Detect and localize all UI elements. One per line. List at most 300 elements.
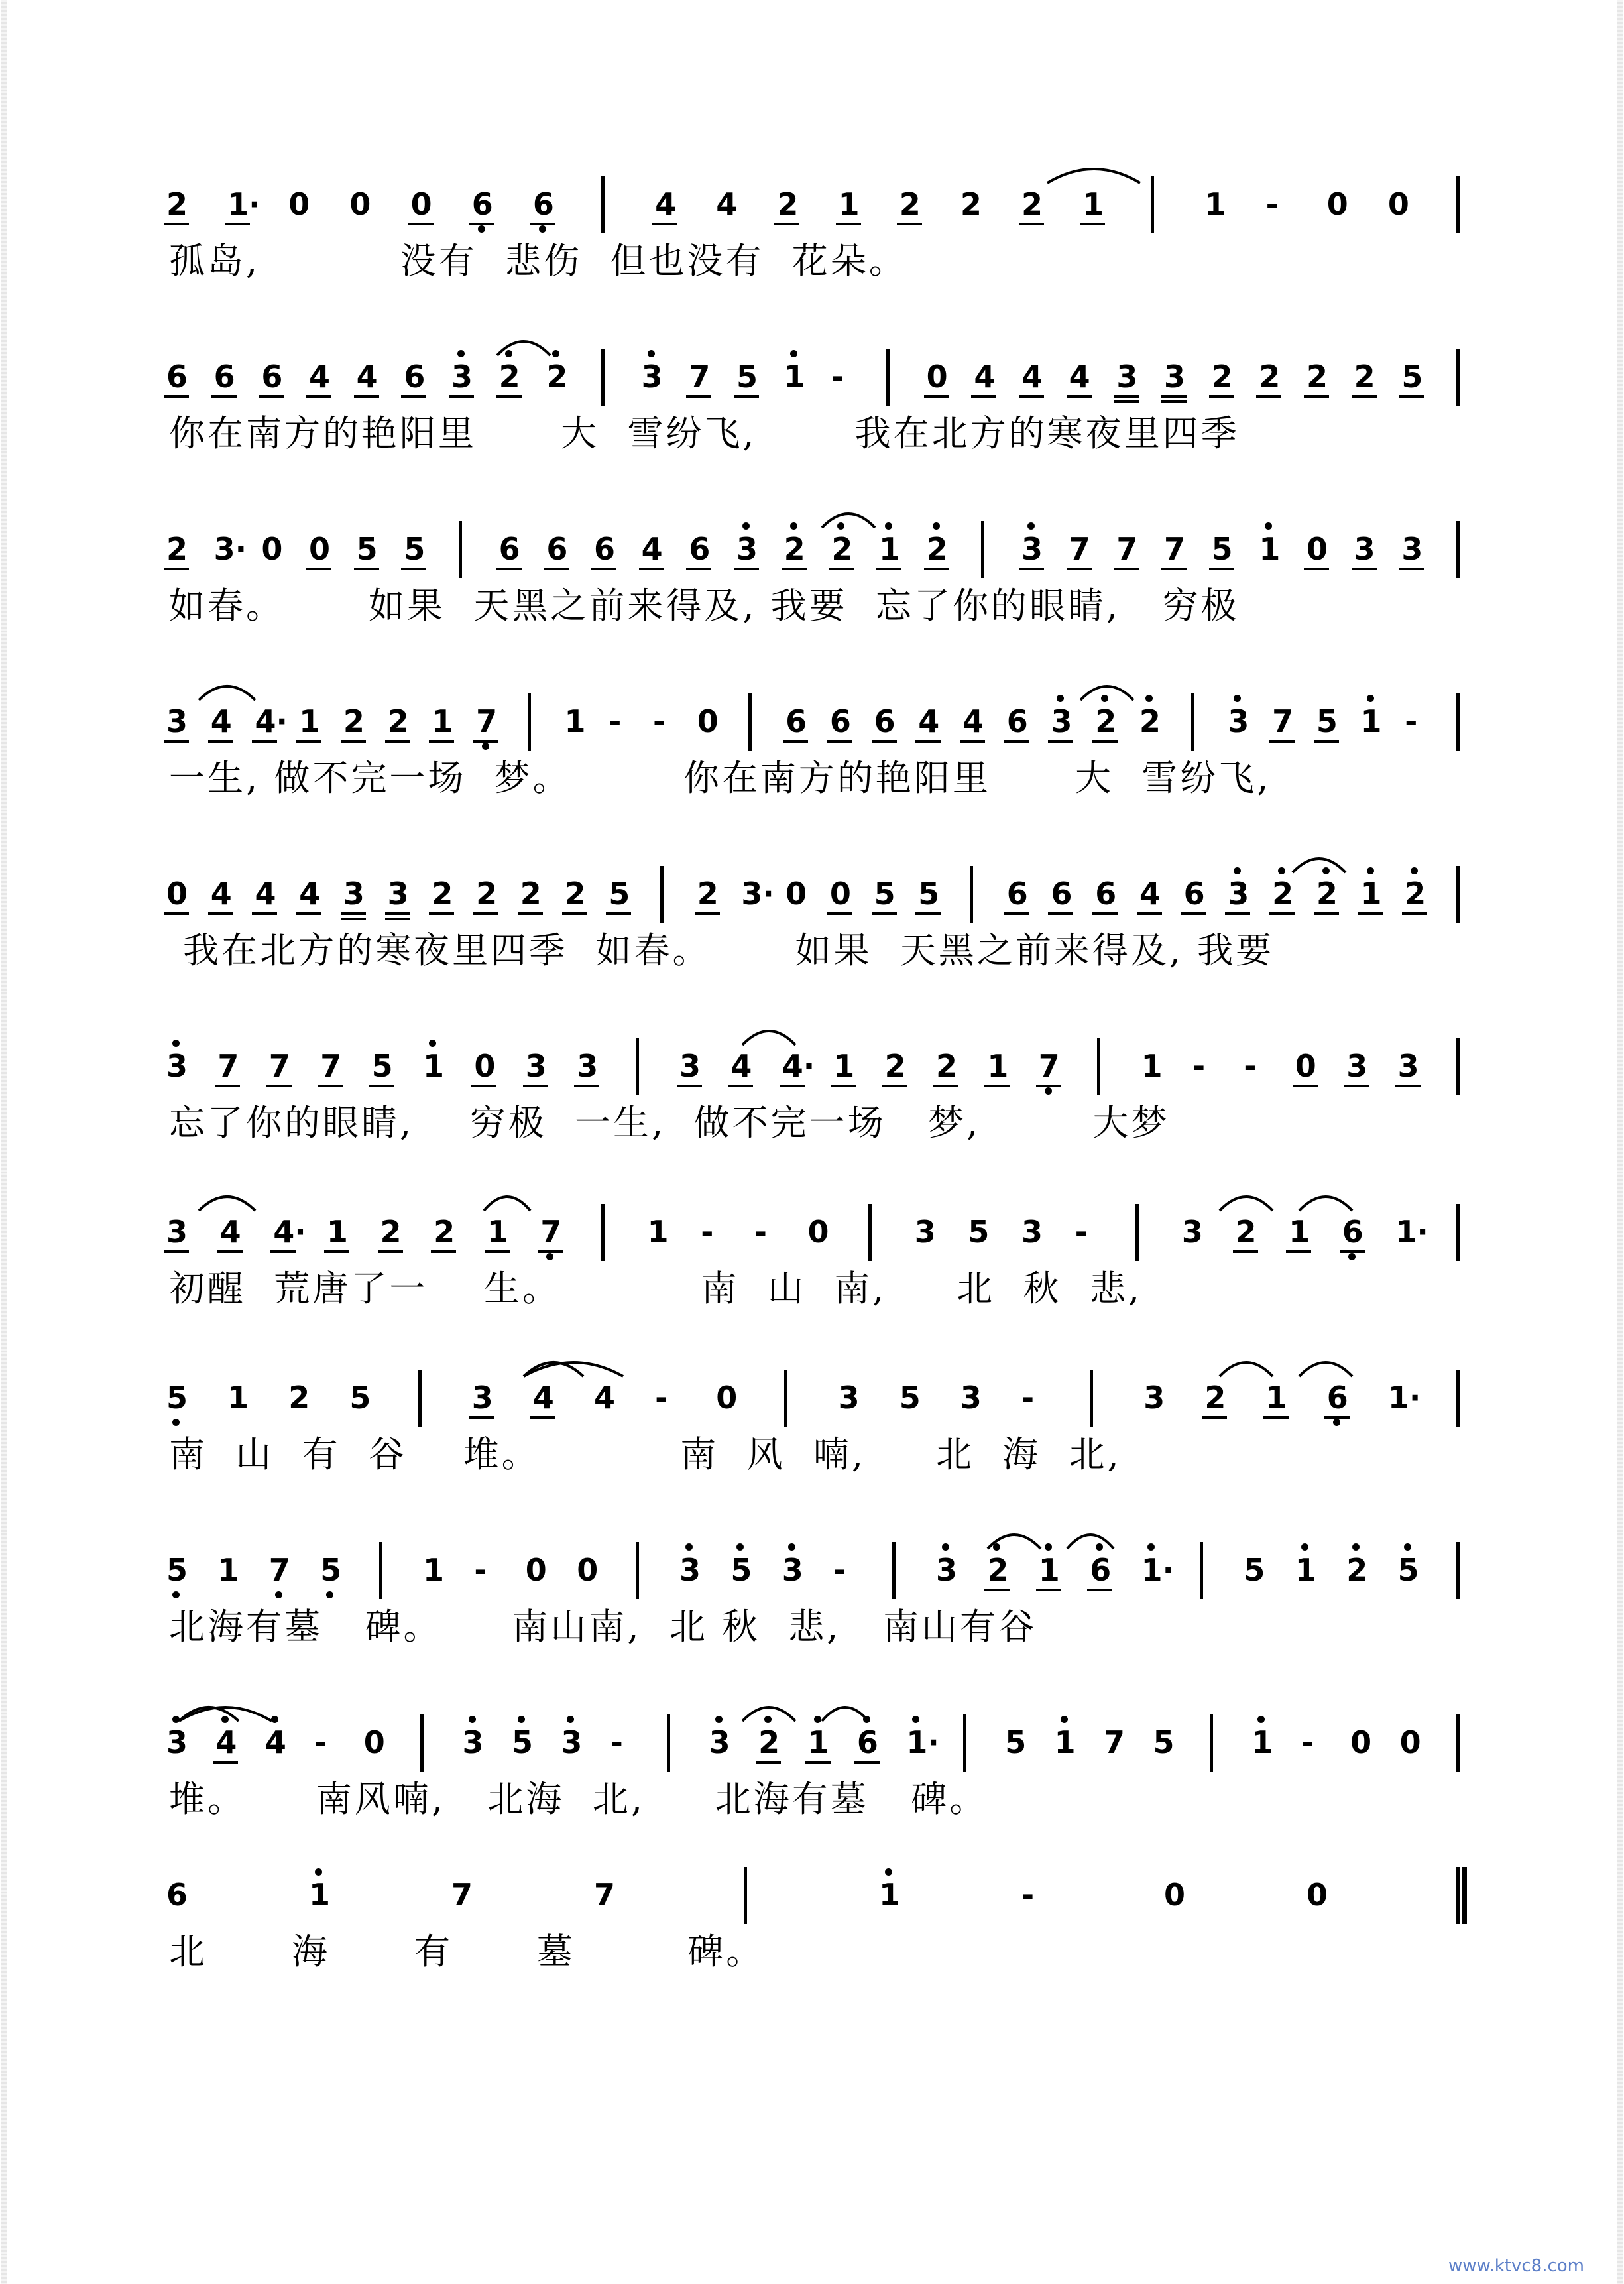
note-marks [782,1048,802,1085]
note: 3 [343,876,365,912]
slur [179,1707,272,1721]
note: 1 [1289,1214,1310,1250]
note-marks [758,1724,778,1761]
note: 6 [1006,876,1028,912]
note: 2 [777,186,799,222]
note: 6 [546,531,568,567]
note-marks [879,530,899,568]
note: - [474,1552,487,1588]
underline-mark [296,740,321,743]
note: 0 [349,186,371,222]
slur-layer [0,849,1624,875]
note: - [655,1380,668,1415]
underline-mark [774,223,799,225]
note-marks [211,703,231,740]
note-marks [540,1213,560,1250]
low-octave-dot [1045,1087,1052,1095]
note: 6 [1090,1552,1112,1588]
underline-mark [225,223,250,225]
note-marks [648,1213,667,1250]
note-marks [166,1551,186,1589]
note-marks [166,875,186,912]
note-marks [1116,530,1136,568]
low-octave-dot [539,225,546,233]
underline-mark [606,912,631,915]
note: 5 [899,1380,921,1415]
note-marks [1143,1379,1163,1416]
note-marks [936,1551,956,1589]
note-marks [217,1048,237,1085]
note: 6 [1051,876,1073,912]
note: 0 [288,186,310,222]
underline-mark [924,395,949,398]
underline-mark [1114,400,1139,403]
note: - [701,1214,714,1250]
underline-mark [574,1085,599,1087]
note-marks [784,358,804,395]
note-marks [697,703,717,740]
note-marks [906,1724,926,1761]
high-octave-dot [315,1868,322,1876]
note-marks [526,1048,546,1085]
underline-mark [266,1085,292,1087]
slur [484,1197,530,1211]
underline-mark [318,1085,343,1087]
underline-mark [164,223,189,225]
note: 1 [1251,1724,1273,1760]
note: 0 [1350,1724,1372,1760]
note: 7 [451,1877,473,1913]
note: 1 [1141,1048,1163,1084]
high-octave-dot [885,1868,892,1876]
note: 2 [1272,876,1294,912]
note: 5 [609,876,630,912]
note: 7 [594,1877,616,1913]
note: 1 [423,1048,445,1084]
underline-mark [1161,395,1187,398]
note: 1 [326,1214,348,1250]
note-marks [697,875,717,912]
note: 3 [679,1552,701,1588]
note: - [1021,1877,1035,1913]
note-marks [1388,1379,1408,1416]
note-marks [499,530,519,568]
note-marks [423,1551,443,1589]
note-marks [220,1213,240,1250]
note-marks [533,1379,553,1416]
underline-mark [1048,912,1073,915]
note-marks [1228,875,1247,912]
note: 0 [716,1380,738,1415]
note: 7 [1069,531,1090,567]
note-marks [309,358,329,395]
note: 7 [268,1552,290,1588]
note: 1 [783,359,805,394]
note: 2 [987,1552,1009,1588]
note-marks [357,530,377,568]
note: 4 [299,876,321,912]
note-marks [1204,186,1224,223]
barline [744,1867,747,1924]
lyric-line: 孤岛, 没有 悲伤 但也没有 花朵。 [169,240,907,282]
low-octave-dot [1348,1253,1356,1260]
note-row [0,530,1624,577]
note: 1 [838,186,860,222]
note: 1 [879,1877,901,1913]
underline-mark [984,1589,1010,1591]
underline-mark [695,912,720,915]
underline-mark [208,740,233,743]
note-marks [831,358,851,395]
note-marks [839,186,858,223]
slur [1293,859,1346,872]
note-marks [716,186,736,223]
note-marks [689,530,709,568]
note: 6 [1006,703,1028,739]
underline-mark [1004,740,1029,743]
note-marks [1342,1213,1362,1250]
note-marks [463,1724,483,1761]
note-marks [217,1551,237,1589]
note-marks [526,1551,546,1589]
note: 3 [641,359,663,394]
underline-mark [960,740,985,743]
note-marks [1361,703,1381,740]
note: 0 [807,1214,829,1250]
note: 0 [410,186,432,222]
note: 2 [1259,359,1281,394]
note: 2 [1306,359,1328,394]
note-marks [320,1551,340,1589]
low-octave-dot [478,225,485,233]
note-marks [594,1379,614,1416]
slur [822,514,875,528]
note: 1 [1054,1724,1076,1760]
note: 2 [434,1214,455,1250]
note: - [1244,1048,1257,1084]
underline-mark [734,568,759,570]
note: 7 [540,1214,562,1250]
note: 4 [255,876,276,912]
slur [742,1031,795,1045]
note-marks [288,186,308,223]
note: 0 [363,1724,385,1760]
note-marks [655,186,675,223]
note-marks [1164,530,1184,568]
underline-mark [872,740,897,743]
note: 1 [987,1048,1009,1084]
underline-mark [164,568,189,570]
underline-mark [354,568,379,570]
underline-mark [984,1085,1010,1087]
note-marks [166,530,186,568]
note: 0 [309,531,331,567]
underline-mark [780,1085,805,1087]
note-marks [1306,358,1326,395]
underline-mark [1352,568,1377,570]
underline-mark [805,1761,831,1764]
note-marks [474,1048,494,1085]
underline-mark [971,395,996,398]
slur [1220,1362,1273,1376]
note-marks [269,1551,289,1589]
note-marks [299,875,319,912]
note-marks [404,530,424,568]
note: 3 [936,1552,958,1588]
note-marks [1139,875,1159,912]
lyric-line: 如春。 如果 天黑之前来得及, 我要 忘了你的眼睛, 穷极 [169,585,1240,627]
note: 4· [255,703,288,739]
slur-layer [0,1525,1624,1551]
note-row [0,1048,1624,1094]
note: 1 [647,1214,669,1250]
note: - [609,703,622,739]
note-marks [255,703,274,740]
note-marks [1069,530,1089,568]
note-marks [594,530,614,568]
note: 5 [1401,359,1423,394]
note: 4 [655,186,677,222]
note-marks [785,875,805,912]
note-marks [1051,875,1071,912]
note-row [0,1213,1624,1260]
note-marks [1192,1048,1212,1085]
note: 4 [730,1048,752,1084]
note: 4 [219,1214,241,1250]
note-marks [609,703,628,740]
note: - [1074,1214,1088,1250]
note-marks [1266,1379,1286,1416]
note-marks [214,358,234,395]
note-marks [1021,358,1041,395]
note-marks [974,358,994,395]
note-marks [1259,358,1279,395]
underline-mark [933,1085,958,1087]
underline-mark [686,568,711,570]
underline-mark [831,1085,856,1087]
underline-mark [1399,395,1424,398]
note: 4 [215,1724,237,1760]
slur [1080,686,1133,700]
underline-mark [1019,223,1044,225]
note-marks [343,875,363,912]
note-marks [1361,875,1381,912]
note: 5 [918,876,940,912]
note-marks [968,1213,988,1250]
note-marks [380,1213,400,1250]
note-marks [1354,530,1374,568]
note: 1 [833,1048,855,1084]
note-row [0,703,1624,749]
note: 1 [807,1724,829,1760]
note: 1 [564,703,586,739]
note-marks [1069,358,1089,395]
note: 0 [1295,1048,1316,1084]
low-octave-dot [546,1253,553,1260]
slur [1299,1197,1352,1211]
note-marks [1090,1551,1110,1589]
note-marks [1405,703,1424,740]
note: 1 [1038,1552,1060,1588]
underline-mark [341,740,366,743]
note: 0 [1306,1877,1328,1913]
underline-mark [783,740,808,743]
note-marks [166,1876,186,1913]
underline-mark [306,395,331,398]
note-marks [1236,1213,1255,1250]
note: 6 [213,359,235,394]
note: 1 [227,1380,249,1415]
note-marks [512,1724,532,1761]
note-marks [561,1724,581,1761]
underline-mark [270,1250,296,1253]
note-marks [1272,703,1292,740]
note-marks [432,703,451,740]
note-marks [1116,358,1136,395]
underline-mark [915,912,941,915]
note-marks [642,358,662,395]
underline-mark [1209,568,1234,570]
note-marks [874,703,894,740]
note: 6 [166,359,188,394]
note: 2 [1346,1552,1368,1588]
note-marks [1244,1048,1263,1085]
note-marks [1204,1379,1224,1416]
note: - [1301,1724,1314,1760]
note: - [652,703,666,739]
note: 2 [1095,703,1117,739]
note: 1· [227,186,261,222]
underline-mark [1233,1250,1258,1253]
note-marks [1327,1379,1347,1416]
note: 3 [451,359,473,394]
note-marks [357,358,377,395]
note: 6 [532,186,554,222]
note-marks [1289,1213,1308,1250]
note: 2 [831,531,853,567]
underline-mark [306,568,331,570]
note-marks [349,1379,369,1416]
underline-mark [854,1761,880,1764]
note-marks [546,530,566,568]
underline-mark [1263,1416,1289,1419]
note-marks [857,1724,877,1761]
underline-mark [1080,223,1105,225]
note: 1 [1295,1552,1316,1588]
note: 3 [960,1380,982,1415]
note: 6 [829,703,851,739]
underline-mark [1114,568,1139,570]
note: 3 [1397,1048,1419,1084]
note: 3 [1228,876,1249,912]
note: 6 [261,359,283,394]
note: 3 [166,1724,188,1760]
note-marks [577,1048,597,1085]
note-row [0,186,1624,232]
note: 6 [404,359,426,394]
slur-layer [0,1697,1624,1724]
low-octave-dot [172,1419,180,1426]
underline-mark [369,1085,394,1087]
note: 5 [874,876,896,912]
note-marks [1039,1048,1059,1085]
note-marks [451,358,471,395]
underline-mark [782,568,807,570]
note: 1 [423,1552,445,1588]
note: 5 [356,531,378,567]
underline-mark [1402,912,1427,915]
note-marks [1182,1213,1202,1250]
underline-mark [1314,912,1339,915]
note: 3 [736,531,758,567]
note-marks [1327,186,1347,223]
slur [822,1707,868,1721]
note-marks [874,875,894,912]
note: 1 [879,531,901,567]
note-marks [565,875,585,912]
note-marks [987,1048,1007,1085]
underline-mark [1087,1589,1112,1591]
note: 4 [309,359,331,394]
note-marks [899,186,919,223]
underline-mark [897,223,922,225]
note-marks [936,1048,956,1085]
note: 1 [432,703,453,739]
note: 3 [166,1048,188,1084]
note-marks [166,1048,186,1085]
note-marks [372,1048,392,1085]
note-marks [423,1048,443,1085]
underline-mark [324,1250,349,1253]
underline-mark [217,1250,243,1253]
note: 3 [1228,703,1249,739]
note-row [0,1724,1624,1770]
underline-mark [756,1761,781,1764]
note: 0 [577,1552,599,1588]
note: 2 [166,531,188,567]
note: 2 [1204,1380,1226,1415]
underline-mark [1161,568,1187,570]
underline-mark [378,1250,403,1253]
note-marks [1346,1551,1366,1589]
lyric-line: 一生, 做不完一场 梦。 你在南方的艳阳里 大 雪纷飞, [169,757,1271,799]
note-marks [273,1213,293,1250]
note-marks [830,703,850,740]
note-marks [1095,875,1115,912]
note-row [0,1551,1624,1598]
note: - [754,1214,767,1250]
note: 2 [288,1380,310,1415]
note-marks [987,1551,1007,1589]
note-marks [701,1213,721,1250]
note: - [831,359,844,394]
underline-mark [1286,1250,1311,1253]
note: 3 [462,1724,484,1760]
underline-mark [915,740,941,743]
note: 2 [520,876,542,912]
note-marks [1354,358,1374,395]
low-octave-dot [275,1591,282,1598]
note-marks [1388,186,1408,223]
note: 3 [577,1048,599,1084]
note: 3 [471,1380,493,1415]
underline-mark [429,912,454,915]
note: 2 [546,359,568,394]
note-marks [1141,1551,1161,1589]
note-marks [885,1048,905,1085]
slur [497,341,550,355]
note: 2 [960,186,982,222]
